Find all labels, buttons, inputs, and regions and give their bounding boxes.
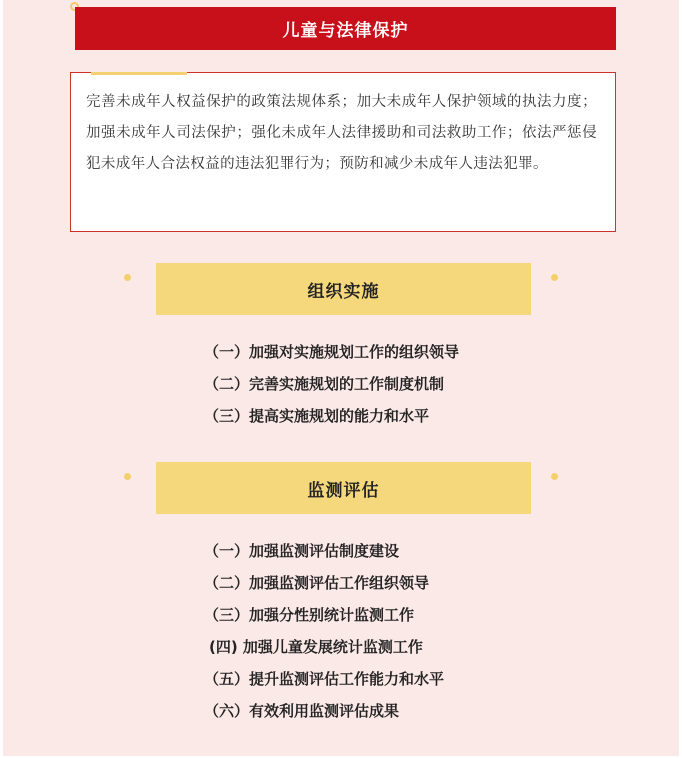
intro-accent-line xyxy=(91,72,187,75)
intro-box xyxy=(70,72,616,232)
section-heading-label: 组织实施 xyxy=(307,281,380,302)
list-item: （五）提升监测评估工作能力和水平 xyxy=(204,670,445,688)
list-item: （一）加强监测评估制度建设 xyxy=(204,542,400,560)
list-item: （一）加强对实施规划工作的组织领导 xyxy=(204,343,460,361)
dot-ornament-icon xyxy=(551,274,558,281)
list-item: （三）提高实施规划的能力和水平 xyxy=(204,407,430,425)
section-list-monitoring xyxy=(204,535,444,727)
list-item: (四) 加强儿童发展统计监测工作 xyxy=(209,638,423,656)
page-title-bar xyxy=(75,7,616,50)
list-item: （二）完善实施规划的工作制度机制 xyxy=(204,375,445,393)
page-background xyxy=(3,0,679,756)
dot-ornament-icon xyxy=(124,473,131,480)
page-title: 儿童与法律保护 xyxy=(282,21,409,41)
dot-ornament-icon xyxy=(551,473,558,480)
section-heading-label: 监测评估 xyxy=(307,480,380,501)
section-heading-monitoring xyxy=(156,462,531,514)
intro-text: 完善未成年人权益保护的政策法规体系；加大未成年人保护领域的执法力度；加强未成年人司法保护；强化未成年人法律援助和司法救助工作；依法严惩侵犯未成年人合法权益的违法犯罪行为；预防和减少未成年人违法犯罪。 xyxy=(86,94,597,172)
list-item: （三）加强分性别统计监测工作 xyxy=(204,606,415,624)
list-item: （二）加强监测评估工作组织领导 xyxy=(204,574,430,592)
section-heading-organization xyxy=(156,263,531,315)
list-item: （六）有效利用监测评估成果 xyxy=(204,702,400,720)
section-list-organization xyxy=(204,336,459,432)
dot-ornament-icon xyxy=(124,274,131,281)
